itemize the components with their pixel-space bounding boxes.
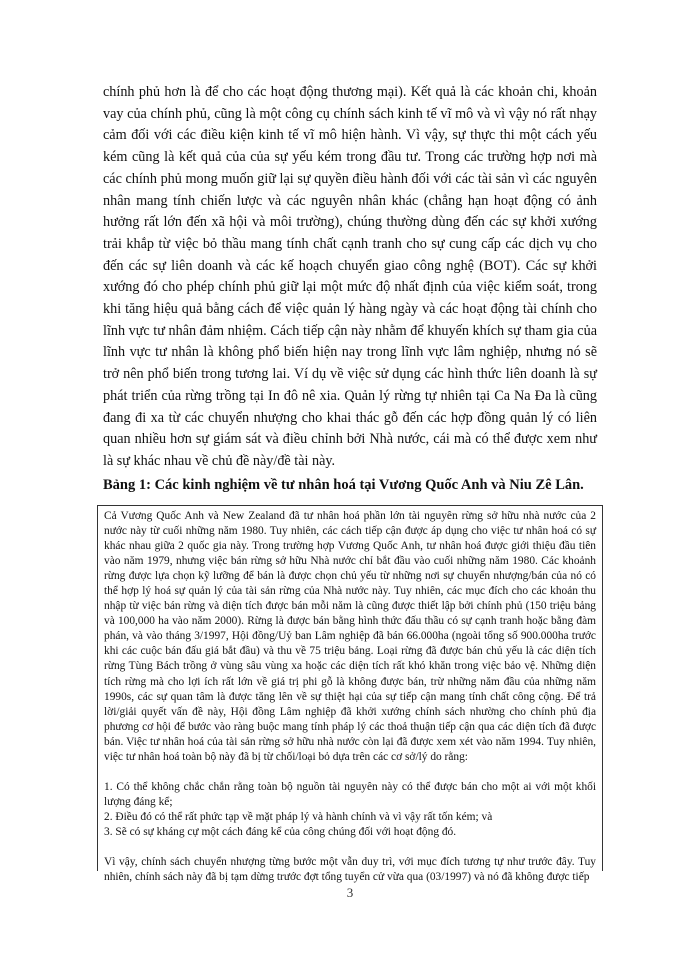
box-paragraph-1: Cả Vương Quốc Anh và New Zealand đã tư nhân hoá phần lớn tài nguyên rừng sở hữu nhà nước của 2 nước này từ cuối những năm 1980. Tuy nhiên, các cách tiếp cận được áp dụng cho việc tư nhân hoá có sự khác nhau giữa 2 quốc gia này. Trong trường hợp Vương Quốc Anh, tư nhân hoá được giới thiệu đầu tiên vào năm 1979, nhưng việc bán rừng sở hữu Nhà nước chỉ bắt đầu vào cuối những năm 1980. Các khoảnh rừng được lựa chọn kỹ lưỡng để bán là được chọn chủ yếu từ những nơi sự chuyển nhượng/bán của nó có thể hợp lý hoá sự quản lý của tài sản rừng của Nhà nước này. Tuy nhiên, các mục đích cho các khoản thu nhập từ việc bán rừng và diện tích được bán mỗi năm là cũng được thiết lập bởi chính phủ (150 triệu bảng và 100,000 ha vào năm 2000). Rừng là được bán bằng hình thức đấu thầu có sự cạnh tranh hoặc bằng đàm phán, và vào tháng 3/1997, Hội đồng/Uỷ ban Lâm nghiệp đã bán 66.000ha (ngoài tổng số 900.000ha trước khi các cuộc bán đấu giá bắt đầu) và thu về 75 triệu bảng. Loại rừng đã được bán chủ yếu là các diện tích rừng Tùng Bách trồng ở vùng sâu vùng xa hoặc các diện tích rất khó khăn trong việc bảo vệ. Những diện tích rừng mà cho lợi ích rất lớn về giá trị phi gỗ là không được bán, trừ những năm đầu của những năm 1990s, các sự quan tâm là được tăng lên về sự thiệt hại của sự tiếp cận mang tính chất công cộng. Để trả lời/giải quyết vấn đề này, Hội đồng Lâm nghiệp đã khởi xướng chính sách nhường cho chính phủ địa phương cơ hội để bước vào ràng buộc mang tính pháp lý các thoả thuận tiếp cận qua các diện tích đã được bán. Việc tư nhân hoá của tài sản rừng sở hữu nhà nước còn lại đã được xem xét vào năm 1994. Tuy nhiên, việc tư nhân hoá toàn bộ này đã bị từ chối/loại bỏ dựa trên các cơ sở/lý do rằng:: [104, 510, 596, 763]
box-list-item-3: 3. Sẽ có sự kháng cự một cách đáng kể của công chúng đối với hoạt động đó.: [104, 825, 457, 838]
box-list-item-2: 2. Điều đó có thể rất phức tạp về mặt pháp lý và hành chính và vì vậy rất tốn kém; và: [104, 810, 493, 823]
body-paragraph: chính phủ hơn là để cho các hoạt động thương mại). Kết quả là các khoản chi, khoản vay của chính phủ, cũng là một công cụ chính sách kinh tế vĩ mô và vì vậy nó rất nhạy cảm đối với các điều kiện kinh tế vĩ mô hiện hành. Vì vậy, sự thực thi một cách yếu kém cũng là kết quả của của sự yếu kém trong đầu tư. Trong các trường hợp nơi mà các chính phủ mong muốn giữ lại sự quyền điều hành đối với các tài sản vì các nguyên nhân mang tính chiến lược và các nguyên nhân khác (chẳng hạn hoạt động có ảnh hưởng rất lớn đến xã hội và môi trường), chúng thường dùng đến các sự khởi xướng trải khắp từ việc bỏ thầu mang tính chất cạnh tranh cho sự cung cấp các dịch vụ cho đến các sự liên doanh và các kế hoạch chuyển giao công nghệ (BOT). Các sự khởi xướng đó cho phép chính phủ giữ lại một mức độ nhất định của việc kiểm soát, trong khi tăng hiệu quả bằng cách để việc quản lý hàng ngày và các hoạt động tài chính cho lĩnh vực tư nhân đảm nhiệm. Cách tiếp cận này nhằm để khuyến khích sự tham gia của lĩnh vực tư nhân là không phổ biến hiện nay trong lĩnh vực lâm nghiệp, nhưng nó sẽ trở nên phổ biến trong tương lai. Ví dụ về việc sử dụng các hình thức liên doanh là sự phát triển của rừng trồng tại In đô nê xia. Quản lý rừng tự nhiên tại Ca Na Đa là cũng đang đi xa từ các chuyển nhượng cho khai thác gỗ đến các hợp đồng quản lý có liên quan nhiều hơn sự giám sát và điều chỉnh bởi Nhà nước, cái mà có thể được xem như là sự khác nhau về chủ đề này/đề tài này.: [103, 84, 597, 469]
table-title: Bảng 1: Các kinh nghiệm về tư nhân hoá tại Vương Quốc Anh và Niu Zê Lân.: [103, 477, 584, 493]
box-paragraph-2: Vì vậy, chính sách chuyển nhượng từng bước một vẫn duy trì, với mục đích tương tự như trước đây. Tuy nhiên, chính sách này đã bị tạm dừng trước đợt tổng tuyển cử vừa qua (03/1997) và nó đã không được tiếp: [104, 855, 596, 884]
page-number: 3: [346, 885, 354, 900]
box-list-item-1: 1. Có thể không chắc chắn rằng toàn bộ nguồn tài nguyên này có thể được bán cho một ai với một khối lượng đáng kể;: [104, 780, 596, 808]
spacer: [104, 765, 596, 780]
spacer: [104, 840, 596, 855]
table-box: [97, 505, 603, 884]
